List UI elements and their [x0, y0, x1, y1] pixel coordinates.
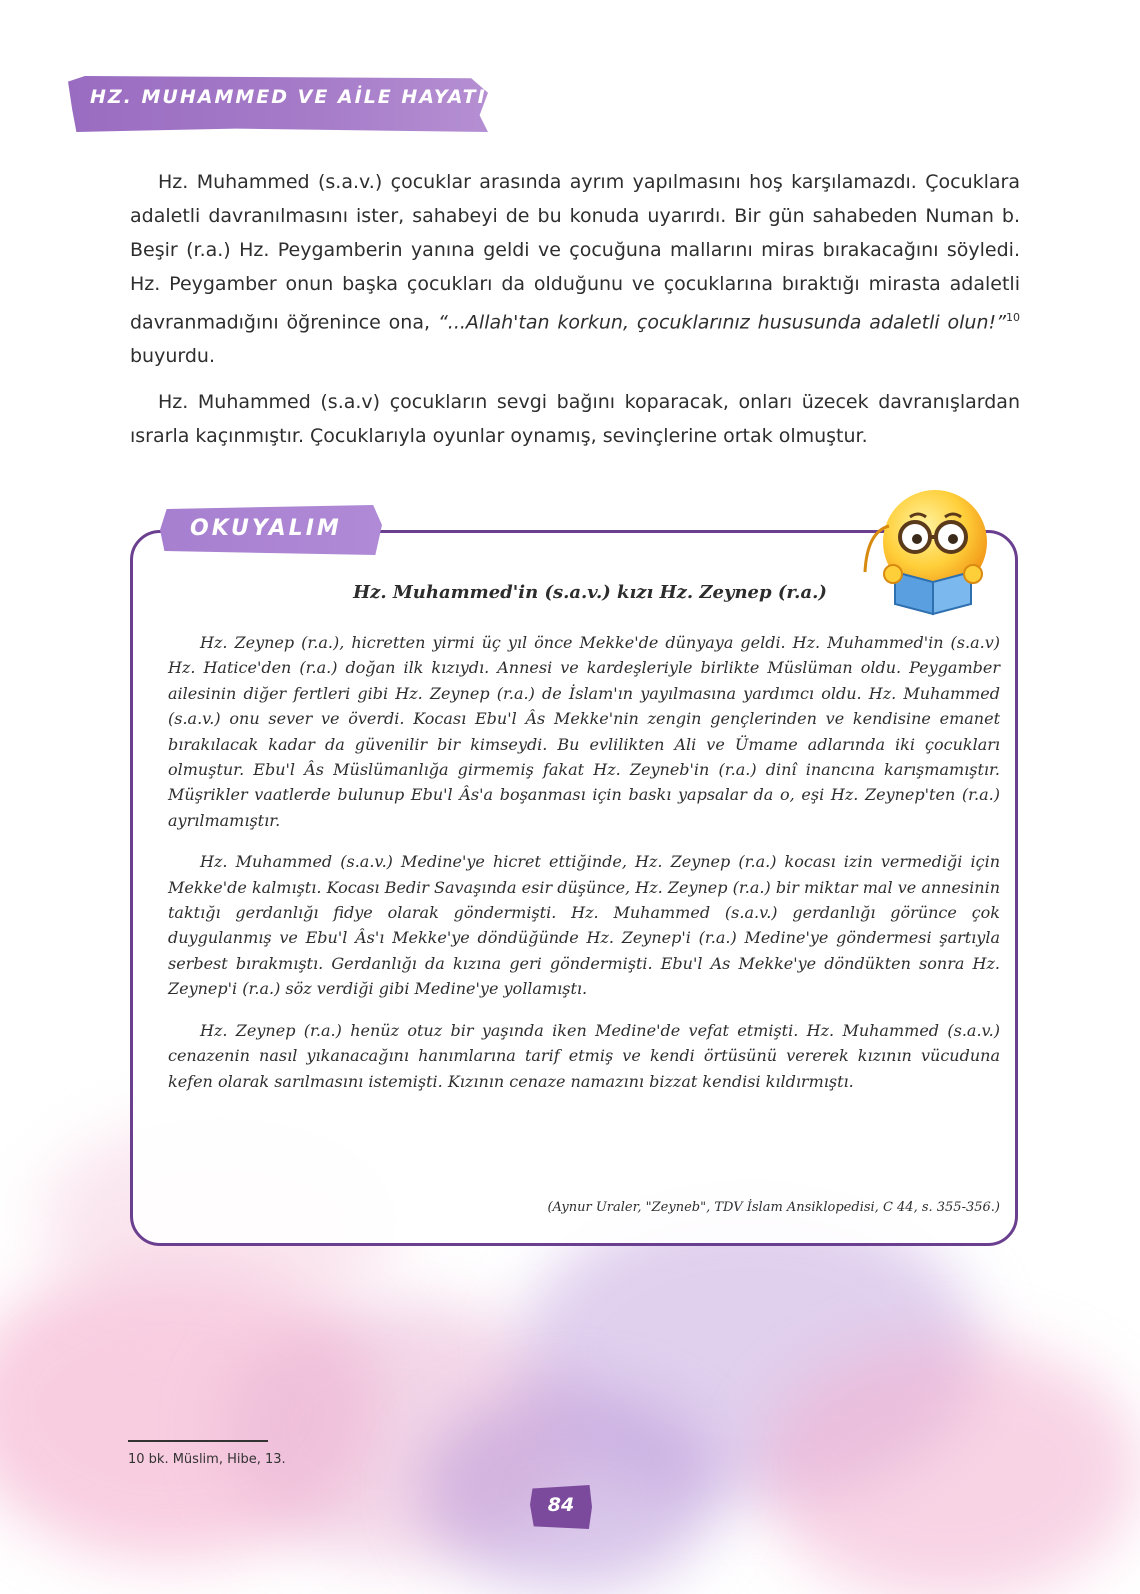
- story-paragraph-3: Hz. Zeynep (r.a.) henüz otuz bir yaşında iken Medine'de vefat etmişti. Hz. Muhammed (s.a.v.) cenazenin nasıl yıkanacağını hanımlarına tarif etmiş ve kendi örtüsünü vererek kızının vücuduna kefen olarak sarılmasını istemişti. Kızının cenaze namazını bizzat kendisi kıldırmıştı.: [168, 1020, 1000, 1091]
- story-text: [168, 630, 1000, 1110]
- paragraph-1-text: Hz. Muhammed (s.a.v.) çocuklar arasında ayrım yapılmasını hoş karşılamazdı. Çocuklara adaletli davranılmasını ister, sahabeyi de bu konuda uyarırdı. Bir gün sahabeden Numan b. Beşir (r.a.) Hz. Peygamberin yanına geldi ve çocuğuna mallarını miras bırakacağını söyledi. Hz. Peygamber onun başka çocukları da olduğunu ve çocuklarına bıraktığı mirasta adaletli davranmadığını öğrenince ona,: [130, 171, 1020, 334]
- story-title: Hz. Muhammed'in (s.a.v.) kızı Hz. Zeynep (r.a.): [353, 582, 827, 603]
- paragraph-2: Hz. Muhammed (s.a.v) çocukların sevgi bağını koparacak, onları üzecek davranışlardan ısrarla kaçınmıştır. Çocuklarıyla oyunlar oynamış, sevinçlerine ortak olmuştur.: [130, 391, 1020, 448]
- footnote: 10 bk. Müslim, Hibe, 13.: [128, 1452, 286, 1467]
- hadith-quote: “...Allah'tan korkun, çocuklarınız hususunda adaletli olun!”: [437, 311, 1006, 334]
- story-paragraph-1: Hz. Zeynep (r.a.), hicretten yirmi üç yıl önce Mekke'de dünyaya geldi. Hz. Muhammed'in (s.a.v) Hz. Hatice'den (r.a.) doğan ilk kızıydı. Annesi ve kardeşleriyle birlikte Müslüman oldu. Peygamber ailesinin diğer fertleri gibi Hz. Zeynep (r.a.) de İslam'ın yayılmasına yardımcı oldu. Hz. Muhammed (s.a.v.) onu sever ve överdi. Kocası Ebu'l Âs Mekke'nin zengin gençlerinden ve kendisine emanet bırakılacak kadar da güvenilir bir kimseydi. Bu evlilikten Ali ve Ümame adlarında iki çocukları olmuştur. Ebu'l Âs Müslümanlığa girmemiş fakat Hz. Zeyneb'in (r.a.) dinî inancına karışmamıştır. Müşrikler vaatlerde bulunup Ebu'l Âs'a boşanması için baskı yapsalar da o, eşi Hz. Zeynep'ten (r.a.) ayrılmamıştır.: [168, 633, 1000, 830]
- story-paragraph-2: Hz. Muhammed (s.a.v.) Medine'ye hicret ettiğinde, Hz. Zeynep (r.a.) kocası izin vermediği için Mekke'de kalmıştı. Kocası Bedir Savaşında esir düşünce, Hz. Zeynep (r.a.) bir miktar mal ve annesinin taktığı gerdanlığı fidye olarak göndermişti. Hz. Muhammed (s.a.v.) gerdanlığı görünce çok duygulanmış ve Ebu'l Âs'ı Mekke'ye döndüğünde Hz. Zeynep'i (r.a.) Medine'ye göndermesi şartıyla serbest bırakmıştı. Gerdanlığı da kızına geri göndermişti. Ebu'l As Mekke'ye döndükten sonra Hz. Zeynep'i (r.a.) söz verdiği gibi Medine'ye yollamıştı.: [168, 852, 1000, 999]
- paragraph-1: [130, 165, 1020, 373]
- paragraph-1-end: buyurdu.: [130, 345, 216, 368]
- section-title: HZ. MUHAMMED VE AİLE HAYATI: [90, 86, 487, 108]
- reading-label: OKUYALIM: [190, 516, 342, 541]
- page-number: 84: [547, 1494, 575, 1516]
- main-text: [130, 165, 1020, 465]
- footnote-rule: [128, 1440, 268, 1442]
- citation: (Aynur Uraler, "Zeyneb", TDV İslam Ansiklopedisi, C 44, s. 355-356.): [547, 1200, 1000, 1215]
- footnote-ref: 10: [1005, 311, 1020, 324]
